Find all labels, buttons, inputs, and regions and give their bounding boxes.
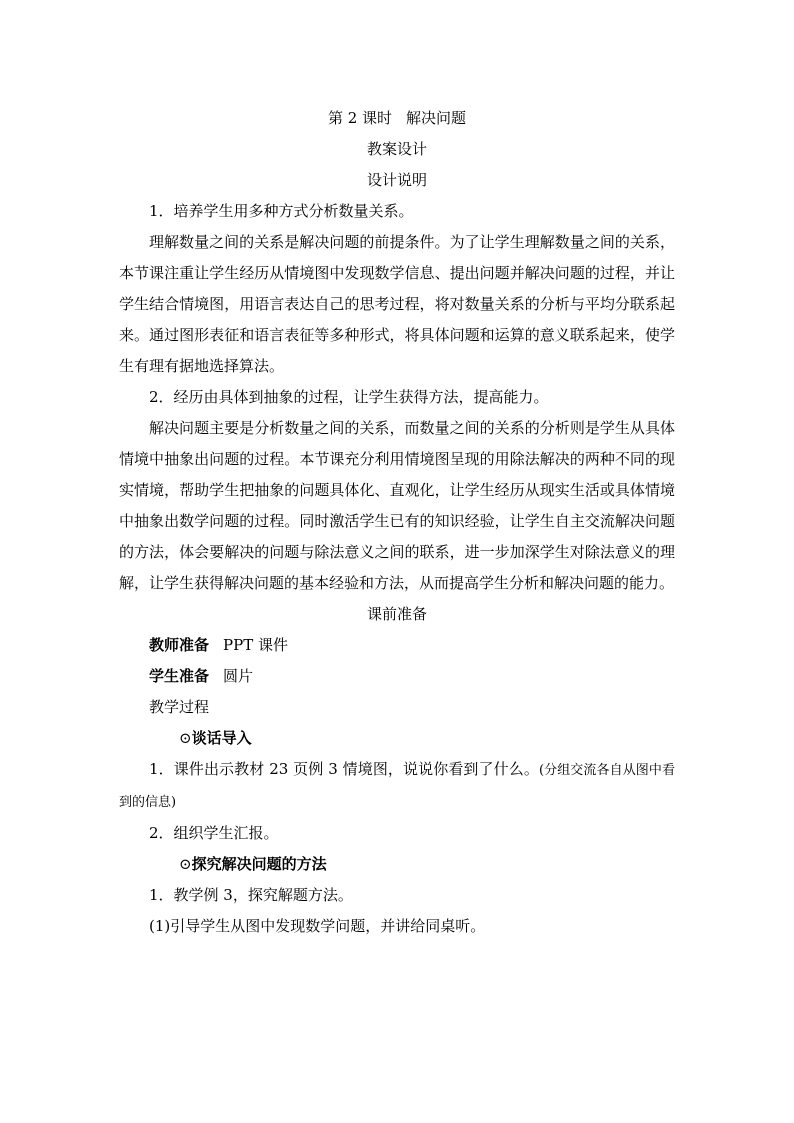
- circle-dot-icon: ⊙: [179, 855, 192, 873]
- teacher-prep-value: PPT 课件: [223, 636, 288, 654]
- intro-step-1-note: (分组交流各自从图中看到的信息): [119, 763, 676, 810]
- student-prep-value: 圆片: [223, 667, 254, 685]
- design-paragraph-1: 理解数量之间的关系是解决问题的前提条件。为了让学生理解数量之间的关系，本节课注重让学生经历从情境图中发现数学信息、提出问题并解决问题的过程，并让学生结合情境图，用语言表达自己的思考过程，将对数量关系的分析与平均分联系起来。通过图形表征和语言表征等多种形式，将具体问题和运算的意义联系起来，使学生有理有据地选择算法。: [119, 233, 675, 375]
- student-preparation: [119, 661, 675, 692]
- teacher-preparation: [119, 630, 675, 661]
- design-point-2: 2．经历由具体到抽象的过程，让学生获得方法，提高能力。: [149, 388, 549, 406]
- intro-step-2: 2．组织学生汇报。: [149, 824, 279, 842]
- heading-design-notes: 设计说明: [366, 171, 427, 189]
- section-explore: [119, 849, 675, 880]
- design-point-1: 1．培养学生用多种方式分析数量关系。: [149, 202, 414, 220]
- heading-process: 教学过程: [149, 698, 210, 716]
- document-page: [119, 103, 675, 942]
- explore-step-1: 1．教学例 3，探究解题方法。: [149, 886, 353, 904]
- design-paragraph-2: 解决问题主要是分析数量之间的关系，而数量之间的关系的分析则是学生从具体情境中抽象出问题的过程。本节课充分利用情境图呈现的用除法解决的两种不同的现实情境，帮助学生把抽象的问题具体化、直观化，让学生经历从现实生活或具体情境中抽象出数学问题的过程。同时激活学生已有的知识经验，让学生自主交流解决问题的方法，体会要解决的问题与除法意义之间的联系，进一步加深学生对除法意义的理解，让学生获得解决问题的基本经验和方法，从而提高学生分析和解决问题的能力。: [119, 419, 675, 592]
- lesson-title-line: [119, 103, 675, 134]
- circle-dot-icon: ⊙: [179, 729, 192, 747]
- lesson-title: 第 2 课时: [327, 109, 393, 127]
- heading-plan: 教案设计: [366, 140, 427, 158]
- intro-step-1-text: 1．课件出示教材 23 页例 3 情境图，说说你看到了什么。: [149, 760, 539, 778]
- intro-step-1: [119, 754, 675, 818]
- section-intro-title: 谈话导入: [191, 729, 252, 747]
- section-explore-title: 探究解决问题的方法: [191, 855, 327, 873]
- section-intro: [119, 723, 675, 754]
- explore-step-1-sub: (1)引导学生从图中发现数学问题，并讲给同桌听。: [149, 917, 486, 935]
- student-prep-label: 学生准备: [149, 667, 210, 685]
- lesson-topic: 解决问题: [406, 109, 467, 127]
- teacher-prep-label: 教师准备: [149, 636, 210, 654]
- heading-preparation: 课前准备: [366, 605, 427, 623]
